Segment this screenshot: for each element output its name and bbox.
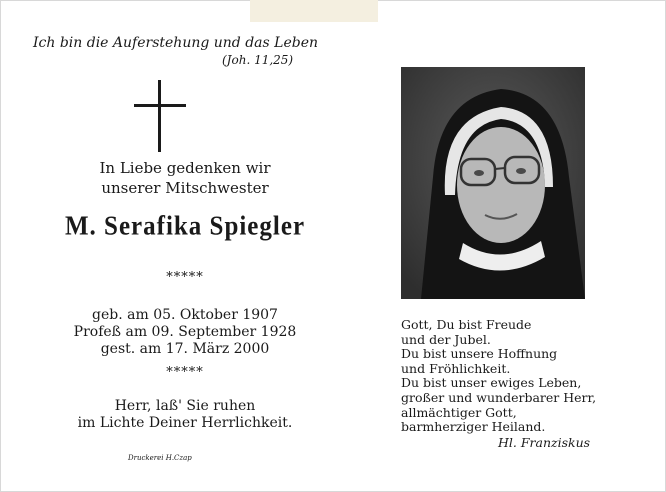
prayer-line-5: Du bist unser ewiges Leben, bbox=[401, 375, 582, 391]
prayer-line-3: Du bist unsere Hoffnung bbox=[401, 346, 558, 362]
rest-prayer bbox=[40, 398, 330, 432]
rest-line-2: im Lichte Deiner Herrlichkeit. bbox=[77, 415, 293, 431]
cross-icon bbox=[134, 80, 186, 152]
portrait-photo bbox=[401, 67, 585, 299]
death-date: gest. am 17. März 2000 bbox=[100, 341, 270, 357]
rest-line-1: Herr, laß' Sie ruhen bbox=[114, 398, 256, 414]
memory-text bbox=[40, 158, 330, 198]
separator-stars-1: ***** bbox=[166, 270, 204, 285]
deceased-name: M. Serafika Spiegler bbox=[64, 211, 306, 242]
prayer-text bbox=[401, 318, 601, 435]
memory-line-1: In Liebe gedenken wir bbox=[99, 159, 271, 177]
prayer-line-1: Gott, Du bist Freude bbox=[401, 317, 532, 332]
profession-date: Profeß am 09. September 1928 bbox=[73, 324, 297, 340]
printer-credit: Druckerei H.Czap bbox=[128, 454, 192, 462]
prayer-line-7: allmächtiger Gott, bbox=[401, 404, 517, 420]
bible-quote: Ich bin die Auferstehung und das Leben bbox=[33, 35, 318, 51]
prayer-line-2: und der Jubel. bbox=[401, 331, 491, 347]
memory-line-2: unserer Mitschwester bbox=[101, 179, 269, 197]
tape-strip bbox=[250, 0, 378, 22]
prayer-line-6: großer und wunderbarer Herr, bbox=[401, 389, 597, 405]
prayer-author: Hl. Franziskus bbox=[498, 435, 591, 450]
life-dates bbox=[40, 307, 330, 358]
birth-date: geb. am 05. Oktober 1907 bbox=[92, 307, 278, 323]
prayer-line-8: barmherziger Heiland. bbox=[401, 419, 546, 435]
bible-reference: (Joh. 11,25) bbox=[222, 53, 294, 67]
separator-stars-2: ***** bbox=[166, 365, 204, 380]
prayer-line-4: und Fröhlichkeit. bbox=[401, 360, 511, 376]
